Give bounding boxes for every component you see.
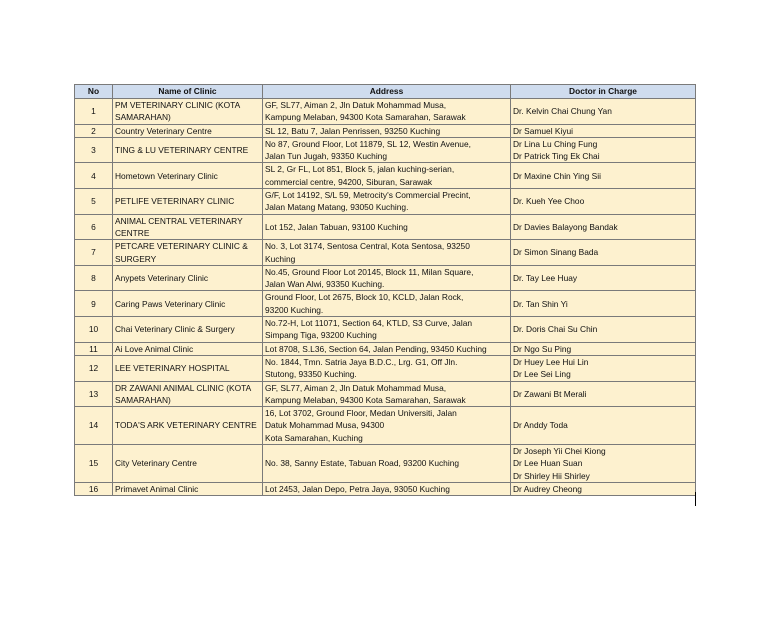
cell-name-line: ANIMAL CENTRAL VETERINARY	[115, 215, 243, 226]
clinic-table	[74, 84, 696, 496]
cell-name	[113, 189, 263, 215]
cell-address-line: No.72-H, Lot 11071, Section 64, KTLD, S3 Curve, Jalan	[265, 318, 473, 329]
cell-no: 2	[75, 124, 113, 137]
cell-name-line: PM VETERINARY CLINIC (KOTA	[115, 100, 241, 110]
cell-doctor-line: Dr Audrey Cheong	[513, 483, 582, 494]
cell-address-line: GF, SL77, Aiman 2, Jln Datuk Mohammad Musa,	[265, 382, 447, 393]
cell-address-line: Stutong, 93350 Kuching.	[265, 369, 357, 380]
header-row	[75, 85, 696, 99]
cell-address	[263, 124, 511, 137]
table-row	[75, 445, 696, 483]
cell-name-line: Primavet Animal Clinic	[115, 483, 199, 494]
cell-name	[113, 291, 263, 317]
cell-no: 9	[75, 291, 113, 317]
cell-address-line: Kota Samarahan, Kuching	[265, 432, 363, 443]
cell-name-line: TING & LU VETERINARY CENTRE	[115, 145, 249, 156]
cell-doctor	[511, 445, 696, 483]
cell-name-line: Chai Veterinary Clinic & Surgery	[115, 324, 235, 335]
cell-doctor-line: Dr. Tay Lee Huay	[513, 273, 578, 283]
cell-doctor-line: Dr Shirley Hii Shirley	[513, 470, 590, 481]
cell-name-line: Country Veterinary Centre	[115, 125, 212, 136]
cell-address	[263, 291, 511, 317]
cell-doctor	[511, 407, 696, 445]
cell-doctor-line: Dr Huey Lee Hui Lin	[513, 356, 589, 367]
cell-doctor-line: Dr Anddy Toda	[513, 420, 568, 431]
table-row	[75, 137, 696, 163]
text-cursor	[695, 492, 696, 506]
cell-name-line: PETLIFE VETERINARY CLINIC	[115, 196, 235, 207]
cell-doctor-line: Dr Lina Lu Ching Fung	[513, 138, 598, 149]
cell-name	[113, 445, 263, 483]
cell-name	[113, 355, 263, 381]
cell-doctor-line: Dr. Kelvin Chai Chung Yan	[513, 106, 612, 117]
header-name: Name of Clinic	[113, 85, 263, 99]
cell-doctor-line: Dr Joseph Yii Chei Kiong	[513, 446, 606, 457]
cell-address-line: No 87, Ground Floor, Lot 11879, SL 12, Westin Avenue,	[265, 138, 471, 149]
cell-doctor-line: Dr Lee Huan Suan	[513, 458, 583, 469]
cell-address-line: Jalan Wan Alwi, 93350 Kuching.	[265, 279, 385, 290]
cell-doctor-line: Dr. Doris Chai Su Chin	[513, 324, 598, 335]
cell-name-line: Caring Paws Veterinary Clinic	[115, 298, 226, 309]
cell-address	[263, 137, 511, 163]
cell-name	[113, 407, 263, 445]
cell-name	[113, 214, 263, 240]
cell-name-line: LEE VETERINARY HOSPITAL	[115, 363, 230, 374]
cell-name-line: SAMARAHAN)	[115, 112, 171, 123]
cell-doctor	[511, 240, 696, 266]
cell-address-line: Datuk Mohammad Musa, 94300	[265, 420, 385, 431]
cell-address-line: Lot 152, Jalan Tabuan, 93100 Kuching	[265, 221, 408, 232]
cell-name-line: Hometown Veterinary Clinic	[115, 170, 218, 181]
cell-name	[113, 163, 263, 189]
cell-doctor	[511, 124, 696, 137]
cell-address	[263, 99, 511, 125]
cell-address	[263, 189, 511, 215]
cell-address-line: Kuching	[265, 253, 296, 264]
table-row	[75, 291, 696, 317]
cell-no: 16	[75, 482, 113, 495]
cell-address-line: No. 1844, Tmn. Satria Jaya B.D.C., Lrg. G1, Off Jln.	[265, 356, 458, 367]
cell-doctor-line: Dr Simon Sinang Bada	[513, 247, 599, 258]
cell-doctor	[511, 291, 696, 317]
cell-doctor-line: Dr Lee Sei Ling	[513, 369, 571, 380]
table-row	[75, 407, 696, 445]
table-row	[75, 240, 696, 266]
cell-address-line: Jalan Tun Jugah, 93350 Kuching	[265, 151, 387, 162]
cell-name-line: Ai Love Animal Clinic	[115, 343, 194, 354]
table-row	[75, 342, 696, 355]
cell-doctor	[511, 482, 696, 495]
table-row	[75, 214, 696, 240]
cell-doctor-line: Dr Davies Balayong Bandak	[513, 221, 618, 232]
table-row	[75, 189, 696, 215]
cell-doctor	[511, 189, 696, 215]
cell-doctor-line: Dr Patrick Ting Ek Chai	[513, 151, 600, 162]
header-no: No	[75, 85, 113, 99]
table-body	[75, 99, 696, 496]
cell-name	[113, 137, 263, 163]
cell-no: 12	[75, 355, 113, 381]
cell-address-line: Kampung Melaban, 94300 Kota Samarahan, Sarawak	[265, 394, 466, 405]
cell-name-line: City Veterinary Centre	[115, 458, 197, 469]
cell-no: 7	[75, 240, 113, 266]
cell-name-line: CENTRE	[115, 227, 150, 238]
cell-name	[113, 124, 263, 137]
cell-address	[263, 317, 511, 343]
cell-no: 4	[75, 163, 113, 189]
cell-name	[113, 265, 263, 291]
cell-doctor	[511, 317, 696, 343]
cell-doctor	[511, 355, 696, 381]
cell-address	[263, 265, 511, 291]
cell-no: 1	[75, 99, 113, 125]
cell-address	[263, 240, 511, 266]
cell-doctor	[511, 342, 696, 355]
table-row	[75, 265, 696, 291]
cell-address-line: Lot 2453, Jalan Depo, Petra Jaya, 93050 Kuching	[265, 483, 450, 494]
table-row	[75, 124, 696, 137]
cell-address	[263, 163, 511, 189]
header-doctor: Doctor in Charge	[511, 85, 696, 99]
table-row	[75, 355, 696, 381]
cell-doctor-line: Dr Ngo Su Ping	[513, 343, 572, 354]
cell-name-line: SAMARAHAN)	[115, 394, 171, 405]
cell-doctor	[511, 214, 696, 240]
cell-address	[263, 445, 511, 483]
cell-address-line: Ground Floor, Lot 2675, Block 10, KCLD, Jalan Rock,	[265, 292, 464, 303]
cell-address-line: No. 3, Lot 3174, Sentosa Central, Kota Sentosa, 93250	[265, 241, 470, 252]
cell-address	[263, 355, 511, 381]
cell-address-line: SL 2, Gr FL, Lot 851, Block 5, jalan kuching-serian,	[265, 164, 455, 175]
cell-address-line: commercial centre, 94200, Siburan, Sarawak	[265, 176, 433, 187]
cell-no: 8	[75, 265, 113, 291]
cell-address	[263, 342, 511, 355]
cell-address-line: Simpang Tiga, 93200 Kuching	[265, 330, 377, 341]
cell-name	[113, 482, 263, 495]
cell-address-line: No. 38, Sanny Estate, Tabuan Road, 93200 Kuching	[265, 458, 460, 469]
cell-doctor	[511, 137, 696, 163]
cell-doctor-line: Dr Maxine Chin Ying Sii	[513, 170, 601, 181]
cell-address-line: Kampung Melaban, 94300 Kota Samarahan, Sarawak	[265, 112, 466, 123]
cell-doctor-line: Dr. Tan Shin Yi	[513, 298, 568, 309]
cell-doctor	[511, 99, 696, 125]
cell-doctor	[511, 381, 696, 407]
cell-name	[113, 381, 263, 407]
cell-name-line: Anypets Veterinary Clinic	[115, 273, 209, 283]
cell-no: 3	[75, 137, 113, 163]
cell-doctor-line: Dr. Kueh Yee Choo	[513, 196, 585, 207]
cell-no: 6	[75, 214, 113, 240]
cell-address-line: No.45, Ground Floor Lot 20145, Block 11, Milan Square,	[265, 266, 474, 277]
cell-address-line: 16, Lot 3702, Ground Floor, Medan Universiti, Jalan	[265, 408, 457, 419]
cell-name	[113, 240, 263, 266]
cell-doctor-line: Dr Samuel Kiyui	[513, 125, 574, 136]
cell-address-line: GF, SL77, Aiman 2, Jln Datuk Mohammad Musa,	[265, 100, 447, 110]
cell-no: 13	[75, 381, 113, 407]
cell-doctor	[511, 163, 696, 189]
cell-no: 14	[75, 407, 113, 445]
cell-doctor-line: Dr Zawani Bt Merali	[513, 388, 587, 399]
cell-address-line: Jalan Matang Matang, 93050 Kuching.	[265, 202, 409, 213]
cell-doctor	[511, 265, 696, 291]
cell-name-line: PETCARE VETERINARY CLINIC &	[115, 241, 248, 252]
cell-name-line: TODA'S ARK VETERINARY CENTRE	[115, 420, 257, 431]
cell-no: 5	[75, 189, 113, 215]
cell-address	[263, 407, 511, 445]
table-row	[75, 482, 696, 495]
cell-no: 11	[75, 342, 113, 355]
table-row	[75, 381, 696, 407]
cell-address-line: 93200 Kuching.	[265, 304, 324, 315]
cell-name	[113, 317, 263, 343]
cell-no: 10	[75, 317, 113, 343]
cell-name	[113, 99, 263, 125]
cell-address	[263, 381, 511, 407]
table-row	[75, 163, 696, 189]
cell-address-line: SL 12, Batu 7, Jalan Penrissen, 93250 Kuching	[265, 125, 441, 136]
cell-address	[263, 482, 511, 495]
cell-address	[263, 214, 511, 240]
cell-name-line: SURGERY	[115, 253, 157, 264]
table-row	[75, 99, 696, 125]
cell-name-line: DR ZAWANI ANIMAL CLINIC (KOTA	[115, 382, 252, 393]
cell-address-line: Lot 8708, S.L36, Section 64, Jalan Pending, 93450 Kuching	[265, 343, 487, 354]
table-row	[75, 317, 696, 343]
cell-name	[113, 342, 263, 355]
header-address: Address	[263, 85, 511, 99]
cell-address-line: G/F, Lot 14192, S/L 59, Metrocity's Commercial Precint,	[265, 190, 471, 201]
cell-no: 15	[75, 445, 113, 483]
